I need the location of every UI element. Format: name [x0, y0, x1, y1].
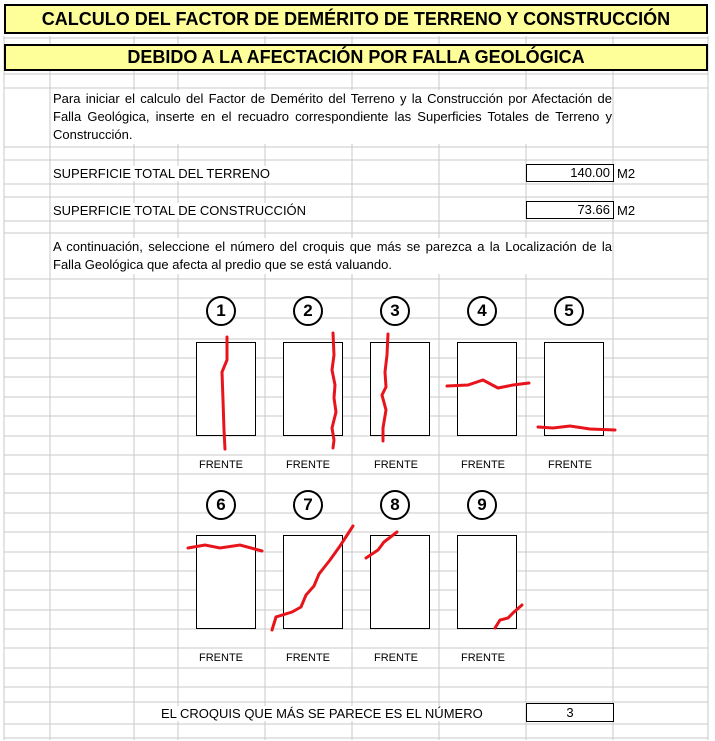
croquis-caption-6: FRENTE [191, 652, 251, 664]
answer-label: EL CROQUIS QUE MÁS SE PARECE ES EL NÚMERO [161, 706, 483, 721]
croquis-lot-5[interactable] [544, 342, 604, 436]
croquis-caption-4: FRENTE [453, 459, 513, 471]
croquis-lot-2[interactable] [283, 342, 343, 436]
croquis-lot-1[interactable] [196, 342, 256, 436]
instruction-text: A continuación, seleccione el número del croquis que más se parezca a la Localización de la Falla Geológica que afecta al predio que se está valuando. [53, 239, 612, 272]
croquis-number-9[interactable]: 9 [467, 490, 497, 520]
croquis-number-1[interactable]: 1 [206, 296, 236, 326]
croquis-lot-8[interactable] [370, 535, 430, 629]
construccion-label: SUPERFICIE TOTAL DE CONSTRUCCIÓN [53, 203, 307, 218]
terreno-unit: M2 [617, 166, 636, 181]
croquis-lot-6[interactable] [196, 535, 256, 629]
croquis-number-2[interactable]: 2 [293, 296, 323, 326]
croquis-caption-7: FRENTE [278, 652, 338, 664]
terreno-label: SUPERFICIE TOTAL DEL TERRENO [53, 166, 270, 181]
answer-input[interactable]: 3 [526, 703, 614, 722]
croquis-lot-3[interactable] [370, 342, 430, 436]
croquis-caption-5: FRENTE [540, 459, 600, 471]
croquis-number-4[interactable]: 4 [467, 296, 497, 326]
croquis-lot-9[interactable] [457, 535, 517, 629]
croquis-caption-2: FRENTE [278, 459, 338, 471]
croquis-number-5[interactable]: 5 [554, 296, 584, 326]
croquis-lot-7[interactable] [283, 535, 343, 629]
croquis-caption-8: FRENTE [366, 652, 426, 664]
croquis-number-7[interactable]: 7 [293, 490, 323, 520]
construccion-unit: M2 [617, 203, 636, 218]
construccion-input[interactable]: 73.66 [526, 201, 614, 219]
terreno-input[interactable]: 140.00 [526, 164, 614, 182]
croquis-caption-9: FRENTE [453, 652, 513, 664]
croquis-number-8[interactable]: 8 [380, 490, 410, 520]
croquis-number-3[interactable]: 3 [380, 296, 410, 326]
croquis-number-6[interactable]: 6 [206, 490, 236, 520]
croquis-lot-4[interactable] [457, 342, 517, 436]
croquis-caption-1: FRENTE [191, 459, 251, 471]
page-subtitle: DEBIDO A LA AFECTACIÓN POR FALLA GEOLÓGICA [4, 44, 708, 71]
page-title: CALCULO DEL FACTOR DE DEMÉRITO DE TERRENO Y CONSTRUCCIÓN [4, 4, 708, 34]
intro-text: Para iniciar el calculo del Factor de Demérito del Terreno y la Construcción por Afectación de Falla Geológica, inserte en el recuadro correspondiente las Superficies Totales de Terreno y Construcción. [53, 91, 612, 142]
croquis-caption-3: FRENTE [366, 459, 426, 471]
